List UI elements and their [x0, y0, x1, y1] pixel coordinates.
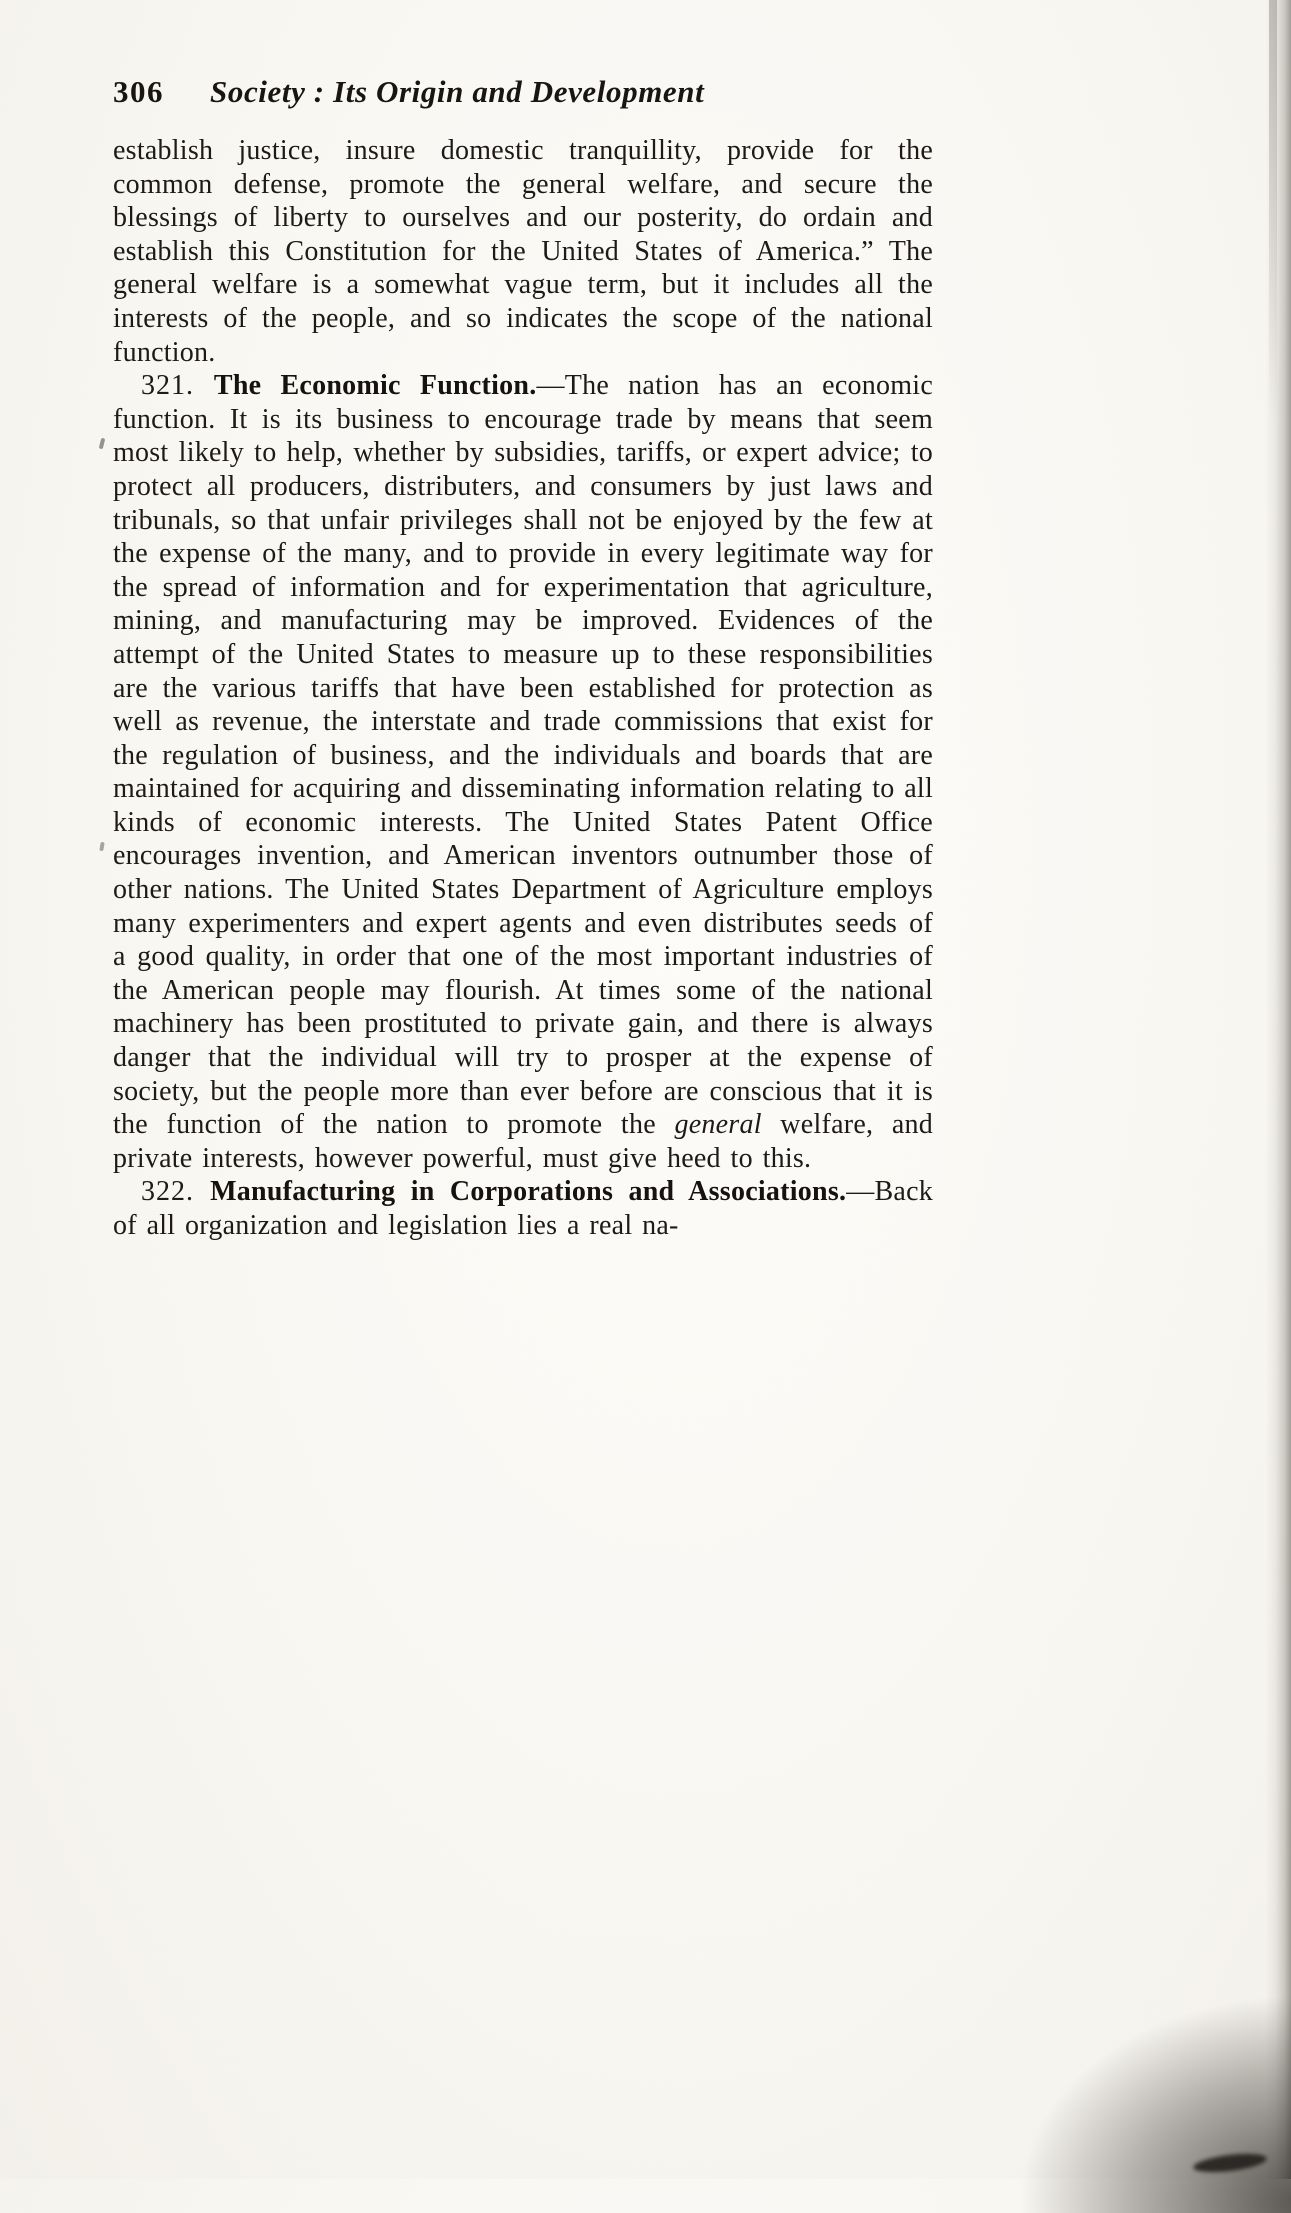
paragraph-text: establish justice, insure domestic tranquillity, provide for the common defense, promote the general welfare, and secure the blessings of liberty to ourselves and our posterity, do ordain and establish this Constitution for the United States of America.” The general welfare is a somewhat vague term, but it includes all the interests of the people, and so indicates the scope of the national function.	[113, 135, 933, 368]
scan-artifact	[99, 842, 105, 852]
section-number: 321.	[141, 370, 214, 402]
section-heading: The Economic Function.	[213, 370, 537, 402]
paragraph-section-321	[113, 369, 933, 1175]
paragraph-text: —The nation has an economic function. It is its business to encourage trade by means that seem most likely to help, whether by subsidies, tariffs, or expert advice; to protect all producers, distributers, and consumers by just laws and tribunals, so that unfair privileges shall not be enjoyed by the few at the expense of the many, and to provide in every legitimate way for the spread of information and for experimentation that agriculture, mining, and manufacturing may be improved. Evidences of the attempt of the United States to measure up to these responsibilities are the various tariffs that have been established for protection as well as revenue, the interstate and trade commissions that exist for the regulation of business, and the individuals and boards that are maintained for acquiring and disseminating information relating to all kinds of economic interests. The United States Patent Office encourages invention, and American inventors outnumber those of other nations. The United States Department of Agriculture employs many experimenters and expert agents and even distributes seeds of a good quality, in order that one of the most important industries of the American people may flourish. At times some of the national machinery has been prostituted to private gain, and there is always danger that the individual will try to prosper at the expense of society, but the people more than ever before are conscious that it is the function of the nation to promote the	[113, 370, 933, 1141]
page-body	[113, 134, 933, 1243]
running-title: Society : Its Origin and Development	[210, 74, 705, 109]
section-heading: Manufacturing in Corporations and Associations.	[210, 1176, 847, 1208]
paragraph-section-322	[113, 1175, 933, 1242]
scan-artifact	[99, 438, 106, 450]
text-block	[113, 74, 933, 1243]
page-number: 306	[113, 74, 164, 109]
italic-text: general	[674, 1109, 762, 1141]
paragraph-text: —Back of all organization and legislation lies a real na-	[113, 1176, 934, 1241]
paragraph-continuation	[113, 134, 933, 369]
corner-shadow	[1017, 1993, 1291, 2213]
paragraph-text: welfare, and private interests, however powerful, must give heed to this.	[113, 1109, 933, 1174]
page-edge-shadow	[1265, 0, 1291, 2179]
page-header	[113, 74, 933, 110]
section-number: 322.	[141, 1176, 211, 1208]
